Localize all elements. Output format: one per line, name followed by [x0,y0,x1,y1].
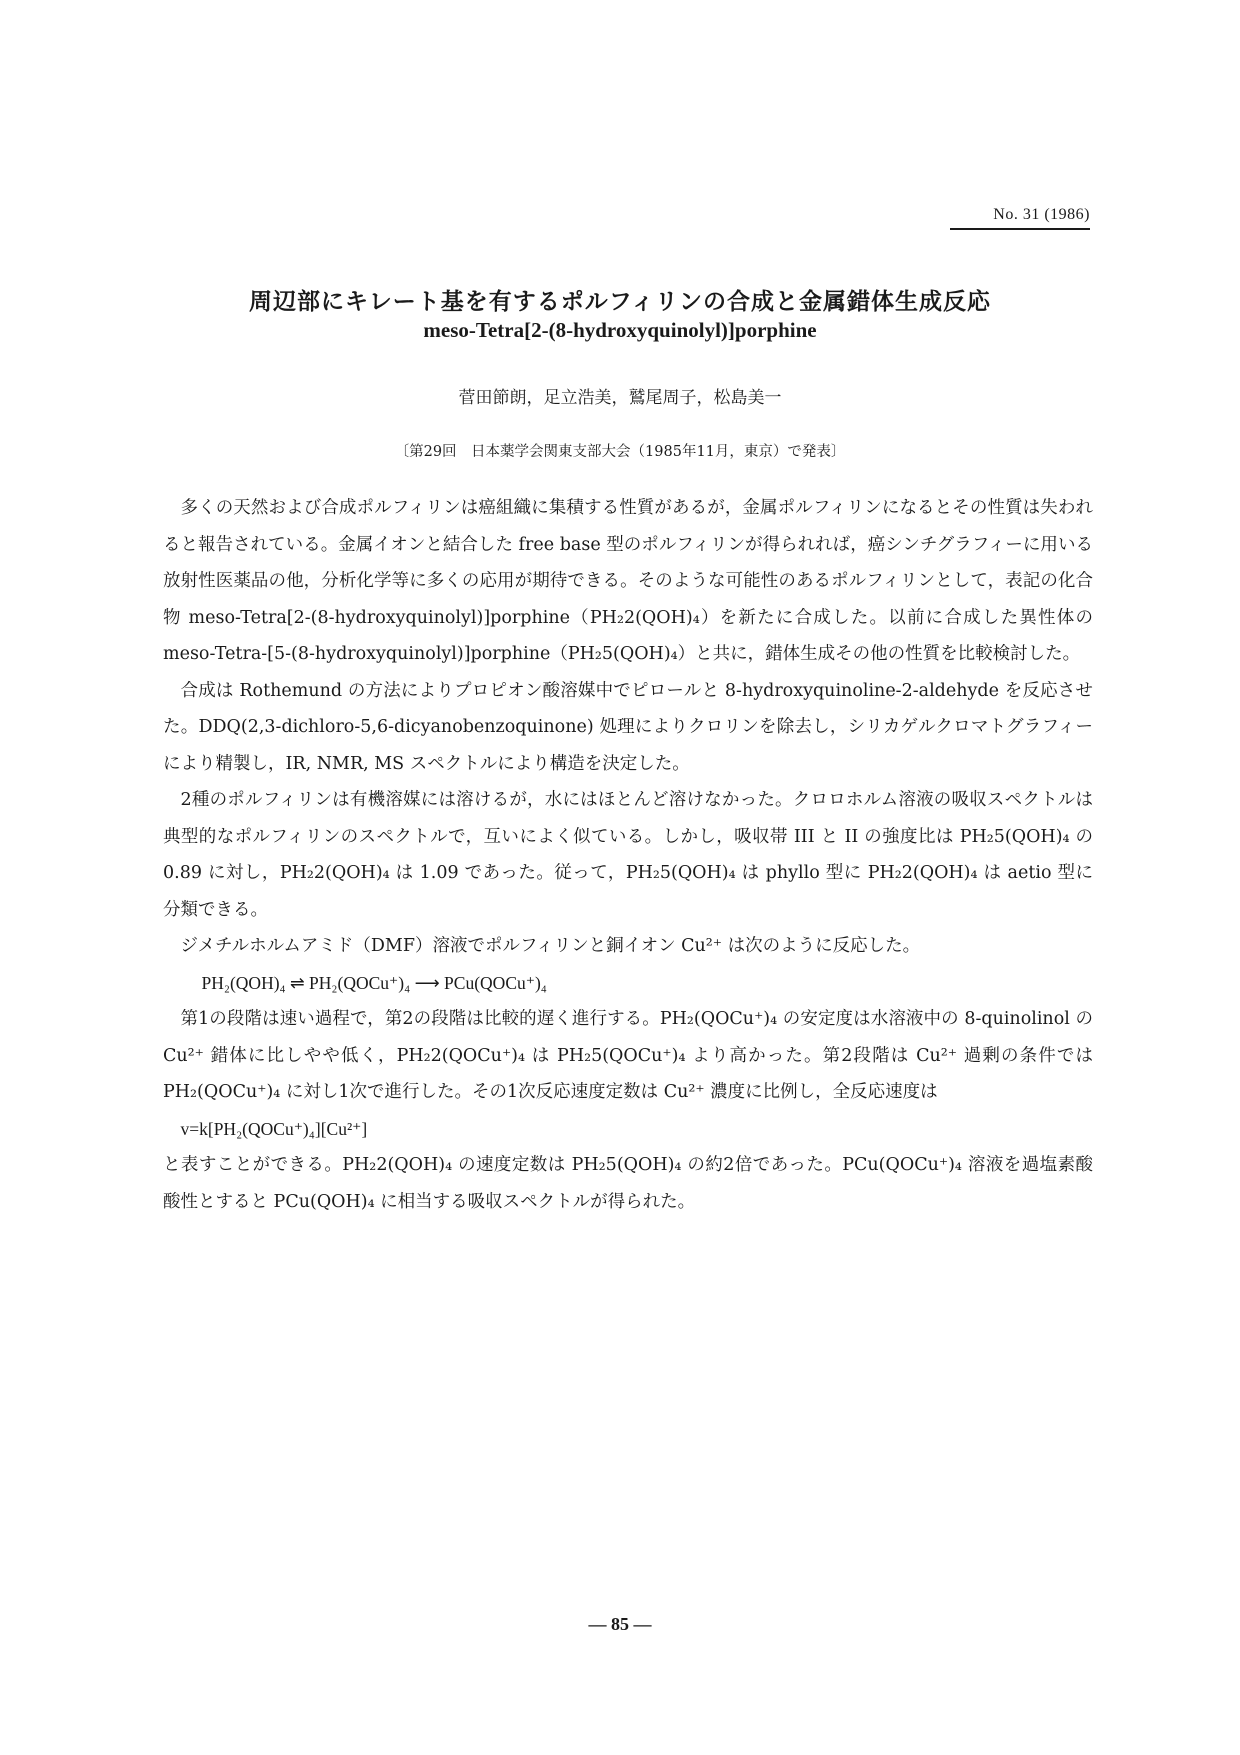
paragraph-reaction: ジメチルホルムアミド（DMF）溶液でポルフィリンと銅イオン Cu²⁺ は次のように反応した。 [180,936,921,956]
paragraph-spectra: 2種のポルフィリンは有機溶媒には溶けるが，水にはほとんど溶けなかった。クロロホルム溶液の吸収スペクトルは典型的なポルフィリンのスペクトルで，互いによく似ている。しかし，吸収帯 III と II の強度比は PH₂5(QOH)₄ の 0.89 に対し，PH₂2(QOH)₄ は 1.09 であった。従って，PH₂5(QOH)₄ は phyllo 型に PH₂2(QOH)₄ は aetio 型に分類できる。 [163,790,1093,920]
paragraph-introduction: 多くの天然および合成ポルフィリンは癌組織に集積する性質があるが，金属ポルフィリンになるとその性質は失われると報告されている。金属イオンと結合した free base 型のポルフィリンが得られれば，癌シンチグラフィーに用いる放射性医薬品の他，分析化学等に多くの応用が期待できる。そのような可能性のあるポルフィリンとして，表記の化合物 meso-Tetra[2-(8-hydroxyquinolyl)]porphine（PH₂2(QOH)₄）を新たに合成した。以前に合成した異性体の meso-Tetra-[5-(8-hydroxyquinolyl)]porphine（PH₂5(QOH)₄）と共に，錯体生成その他の性質を比較検討した。 [163,498,1093,664]
paragraph-kinetics: 第1の段階は速い過程で，第2の段階は比較的遅く進行する。PH₂(QOCu⁺)₄ の安定度は水溶液中の 8-quinolinol の Cu²⁺ 錯体に比しやや低く，PH₂2(QOCu⁺)₄ は PH₂5(QOCu⁺)₄ より高かった。第2段階は Cu²⁺ 過剰の条件では PH₂(QOCu⁺)₄ に対し1次で進行した。その1次反応速度定数は Cu²⁺ 濃度に比例し，全反応速度は [163,1009,1093,1102]
equation-reaction-scheme: PH₂(QOH)₄ ⇌ PH₂(QOCu⁺)₄ ⟶ PCu(QOCu⁺)₄ [201,972,547,993]
issue-number: No. 31 (1986) [950,206,1090,230]
equation-rate-law: v=k[PH₂(QOCu⁺)₄][Cu²⁺] [180,1118,368,1139]
presentation-note: 〔第29回 日本薬学会関東支部大会（1985年11月，東京）で発表〕 [394,444,846,460]
abstract-body [163,490,1093,1220]
title-english: meso-Tetra[2-(8-hydroxyquinolyl)]porphine [423,318,817,342]
page-number: — 85 — [588,1614,652,1634]
title-japanese: 周辺部にキレート基を有するポルフィリンの合成と金属錯体生成反応 [249,289,991,315]
paragraph-synthesis: 合成は Rothemund の方法によりプロピオン酸溶媒中でピロールと 8-hydroxyquinoline-2-aldehyde を反応させた。DDQ(2,3-dichloro-5,6-dicyanobenzoquinone) 処理によりクロリンを除去し，シリカゲルクロマトグラフィーにより精製し，IR, NMR, MS スペクトルにより構造を決定した。 [163,680,1093,774]
authors: 菅田節朗，足立浩美，鷲尾周子，松島美一 [458,388,782,408]
paragraph-conclusion: と表すことができる。PH₂2(QOH)₄ の速度定数は PH₂5(QOH)₄ の約2倍であった。PCu(QOCu⁺)₄ 溶液を過塩素酸酸性とすると PCu(QOH)₄ に相当する吸収スペクトルが得られた。 [163,1155,1093,1212]
